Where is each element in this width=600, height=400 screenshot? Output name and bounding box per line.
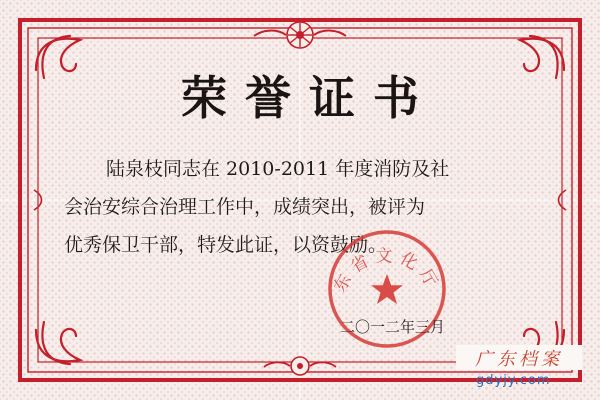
body-line-2: 会治安综合治理工作中，成绩突出，被评为 bbox=[64, 196, 426, 218]
body-line-1: 陆泉枝同志在 2010-2011 年度消防及社 bbox=[106, 158, 450, 180]
watermark-logo: 广东档案 bbox=[456, 345, 582, 370]
body-line-3: 优秀保卫干部，特发此证，以资鼓励。 bbox=[64, 234, 388, 256]
watermark-url: gdyjy.com bbox=[476, 373, 551, 388]
certificate-title: 荣誉证书 bbox=[181, 71, 437, 125]
seal-text: 东省文化厅 bbox=[330, 246, 444, 296]
seal-star-icon bbox=[371, 274, 403, 304]
flower-ornament-top bbox=[254, 22, 346, 48]
issue-date: 二〇一二年三月 bbox=[340, 318, 446, 336]
certificate-body bbox=[64, 150, 542, 264]
